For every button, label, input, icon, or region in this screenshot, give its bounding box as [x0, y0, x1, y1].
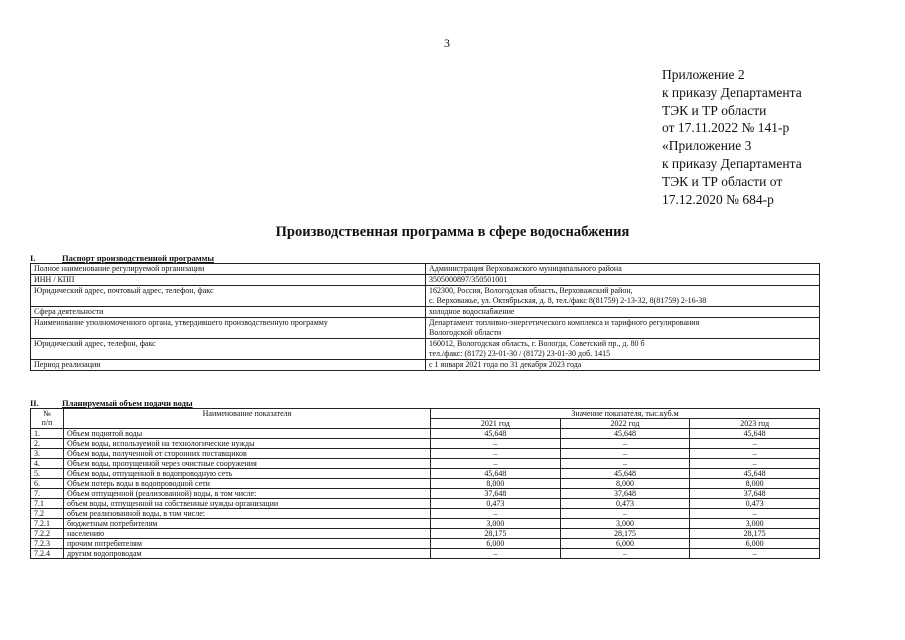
passport-row: [31, 264, 820, 275]
row-name: Объем воды, полученной от сторонних поставщиков: [64, 449, 431, 459]
col-header-name: Наименование показателя: [64, 409, 431, 429]
table-row: [31, 439, 820, 449]
table-row: [31, 539, 820, 549]
passport-value: холодное водоснабжение: [426, 307, 820, 318]
row-value: 3,000: [431, 519, 561, 529]
row-name: другим водопроводам: [64, 549, 431, 559]
col-header-year: 2022 год: [560, 419, 690, 429]
passport-value: Администрация Верховажского муниципального района: [426, 264, 820, 275]
annex-line: ТЭК и ТР области от: [662, 173, 783, 189]
table-row: [31, 429, 820, 439]
row-value: –: [431, 509, 561, 519]
row-name: объем реализованной воды, в том числе:: [64, 509, 431, 519]
passport-row: [31, 360, 820, 371]
passport-value: Департамент топливно-энергетического комплекса и тарифного регулирования Вологодской области: [426, 318, 820, 339]
row-value: 45,648: [560, 429, 690, 439]
row-number: 7.1: [31, 499, 64, 509]
row-number: 2.: [31, 439, 64, 449]
annex-line: ТЭК и ТР области: [662, 102, 767, 118]
row-value: 3,000: [560, 519, 690, 529]
row-value: 45,648: [690, 469, 820, 479]
row-value: 45,648: [690, 429, 820, 439]
table-row: [31, 449, 820, 459]
passport-row: [31, 307, 820, 318]
annex-block: [662, 66, 802, 208]
passport-row: [31, 318, 820, 339]
row-name: Объем отпущенной (реализованной) воды, в том числе:: [64, 489, 431, 499]
water-volume-table: [30, 408, 820, 559]
page-number: 3: [444, 36, 450, 50]
row-value: 8,000: [690, 479, 820, 489]
row-number: 7.2.2: [31, 529, 64, 539]
annex-line: Приложение 2: [662, 67, 745, 82]
row-number: 7.2: [31, 509, 64, 519]
row-value: 0,473: [560, 499, 690, 509]
row-value: –: [560, 459, 690, 469]
row-name: Объем воды, используемой на технологические нужды: [64, 439, 431, 449]
annex-line: 17.12.2020 № 684-р: [662, 191, 774, 207]
annex-line: от 17.11.2022 № 141-р: [662, 120, 790, 136]
row-value: 37,648: [690, 489, 820, 499]
annex-line: «Приложение 3: [662, 138, 752, 154]
passport-table: [30, 263, 820, 371]
row-value: 45,648: [431, 469, 561, 479]
row-number: 4.: [31, 459, 64, 469]
row-value: 28,175: [690, 529, 820, 539]
section1-heading: [30, 253, 214, 263]
row-value: 37,648: [431, 489, 561, 499]
section2-number: II.: [30, 398, 39, 408]
col-header-number-text: № п/п: [41, 409, 53, 427]
passport-label: Наименование уполномоченного органа, утвердившего производственную программу: [31, 318, 426, 339]
row-number: 7.2.1: [31, 519, 64, 529]
annex-line: к приказу Департамента: [662, 155, 802, 171]
row-value: 28,175: [431, 529, 561, 539]
row-value: –: [560, 549, 690, 559]
row-name: Объем воды, отпущенной в водопроводную сеть: [64, 469, 431, 479]
table-row: [31, 459, 820, 469]
row-number: 7.2.3: [31, 539, 64, 549]
row-value: –: [690, 449, 820, 459]
passport-value: с 1 января 2021 года по 31 декабря 2023 года: [426, 360, 820, 371]
row-value: 6,000: [690, 539, 820, 549]
row-value: 0,473: [431, 499, 561, 509]
passport-row: [31, 286, 820, 307]
section2-heading: [30, 398, 193, 408]
passport-label: Полное наименование регулируемой организации: [31, 264, 426, 275]
row-value: 0,473: [690, 499, 820, 509]
section1-number: I.: [30, 253, 36, 263]
section1-title: Паспорт производственной программы: [62, 253, 215, 263]
passport-label: Период реализации: [31, 360, 426, 371]
row-name: прочим потребителям: [64, 539, 431, 549]
row-value: 6,000: [560, 539, 690, 549]
passport-label: Сфера деятельности: [31, 307, 426, 318]
row-number: 1.: [31, 429, 64, 439]
row-value: 3,000: [690, 519, 820, 529]
row-name: бюджетным потребителям: [64, 519, 431, 529]
row-value: –: [431, 449, 561, 459]
row-value: –: [431, 459, 561, 469]
table-row: [31, 519, 820, 529]
table-row: [31, 529, 820, 539]
row-value: 28,175: [560, 529, 690, 539]
table-row: [31, 509, 820, 519]
table-row: [31, 549, 820, 559]
passport-label: Юридический адрес, почтовый адрес, телефон, факс: [31, 286, 426, 307]
row-number: 5.: [31, 469, 64, 479]
row-name: Объем потерь воды в водопроводной сети: [64, 479, 431, 489]
row-value: –: [690, 549, 820, 559]
row-value: –: [690, 509, 820, 519]
row-name: населению: [64, 529, 431, 539]
passport-value: 162300, Россия, Вологодская область, Верховажский район, с. Верховажье, ул. Октябрьская, д. 8, тел./факс 8(81759) 2-13-32, 8(81759) 2-16-38: [426, 286, 820, 307]
passport-value: 3505000897/350501001: [426, 275, 820, 286]
passport-row: [31, 339, 820, 360]
table-row: [31, 469, 820, 479]
table-row: [31, 499, 820, 509]
row-name: Объем поднятой воды: [64, 429, 431, 439]
annex-line: к приказу Департамента: [662, 84, 802, 100]
row-value: –: [431, 549, 561, 559]
row-number: 7.2.4: [31, 549, 64, 559]
passport-row: [31, 275, 820, 286]
row-name: Объем воды, пропущенной через очистные сооружения: [64, 459, 431, 469]
document-title: Производственная программа в сфере водоснабжения: [275, 224, 630, 240]
row-value: –: [560, 509, 690, 519]
section2-title: Планируемый объем подачи воды: [62, 398, 193, 408]
row-value: –: [690, 439, 820, 449]
row-value: –: [690, 459, 820, 469]
col-header-year: 2023 год: [690, 419, 820, 429]
row-value: 37,648: [560, 489, 690, 499]
row-number: 3.: [31, 449, 64, 459]
row-value: 8,000: [560, 479, 690, 489]
row-value: –: [560, 439, 690, 449]
row-value: 45,648: [560, 469, 690, 479]
passport-value: 160012, Вологодская область, г. Вологда, Советский пр., д. 80 б тел./факс: (8172) 23-01-30 / (8172) 23-01-30 доб. 1415: [426, 339, 820, 360]
row-value: 45,648: [431, 429, 561, 439]
col-header-year: 2021 год: [431, 419, 561, 429]
row-value: 8,000: [431, 479, 561, 489]
row-value: –: [431, 439, 561, 449]
row-number: 6.: [31, 479, 64, 489]
col-header-value: Значение показателя, тыс.куб.м: [431, 409, 820, 419]
passport-label: ИНН / КПП: [31, 275, 426, 286]
table-row: [31, 489, 820, 499]
table-row: [31, 479, 820, 489]
passport-label: Юридический адрес, телефон, факс: [31, 339, 426, 360]
row-name: объем воды, отпущенной на собственные нужды организации: [64, 499, 431, 509]
row-value: 6,000: [431, 539, 561, 549]
row-value: –: [560, 449, 690, 459]
row-number: 7.: [31, 489, 64, 499]
col-header-number: [31, 409, 64, 429]
